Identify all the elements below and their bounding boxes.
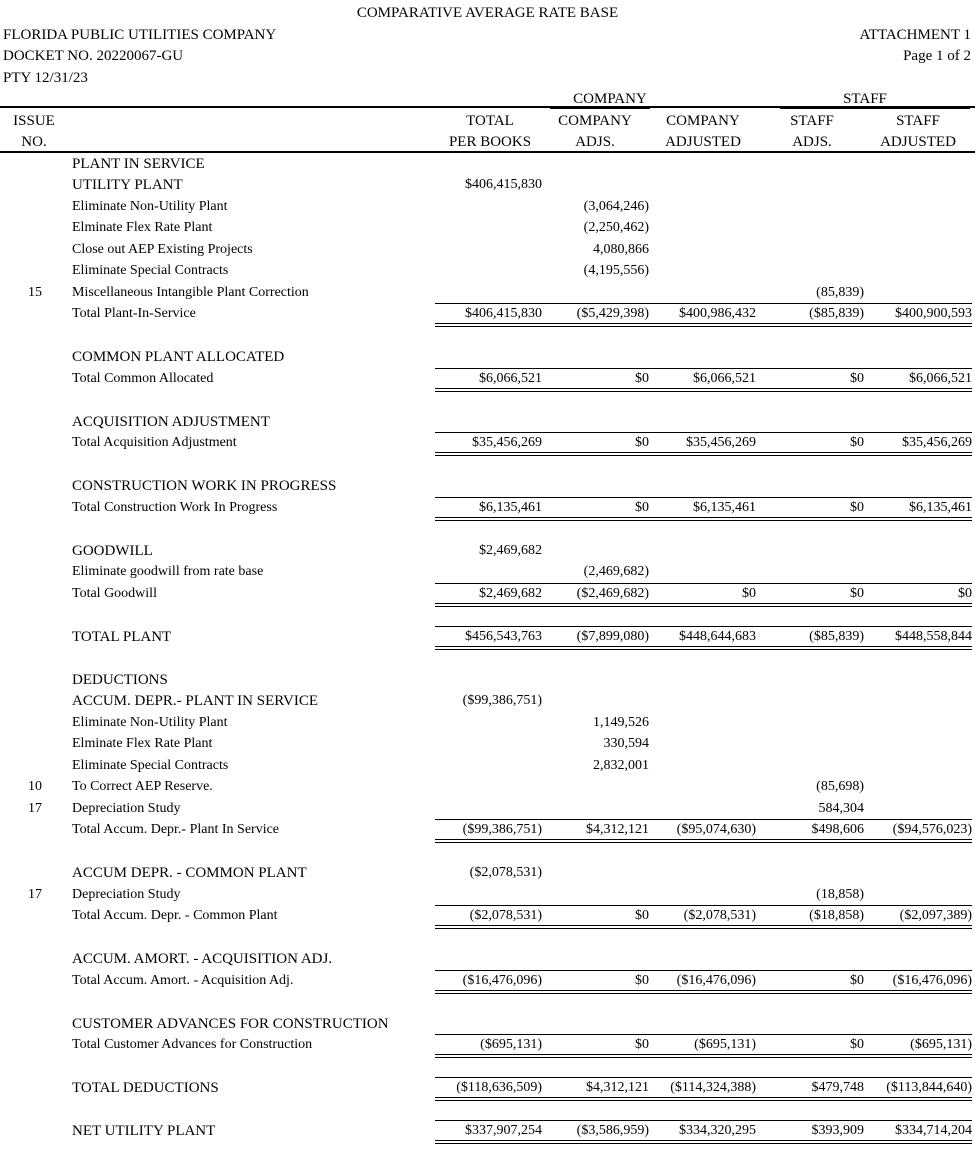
cell-staff-adjusted: $448,558,844 — [895, 629, 972, 644]
total-double-underline — [435, 455, 972, 456]
cell-company-adjs: 4,080,866 — [593, 242, 649, 257]
cell-total-per-books: ($16,476,096) — [462, 973, 542, 988]
col-issue-2: NO. — [21, 134, 47, 150]
subtotal-rule — [435, 583, 972, 584]
total-underline — [435, 925, 972, 926]
cell-staff-adjs: ($85,839) — [809, 306, 864, 321]
cell-staff-adjs: 584,304 — [818, 801, 864, 816]
cell-staff-adjusted: $6,135,461 — [909, 500, 972, 515]
cell-company-adjs: ($5,429,398) — [576, 306, 649, 321]
section-heading: ACQUISITION ADJUSTMENT — [72, 414, 270, 430]
cell-total-per-books: $2,469,682 — [479, 586, 542, 601]
cell-staff-adjs: (85,698) — [816, 779, 864, 794]
cell-company-adjusted: ($2,078,531) — [683, 908, 756, 923]
line-item-label: Miscellaneous Intangible Plant Correction — [72, 285, 309, 300]
total-underline — [435, 323, 972, 324]
cell-company-adjusted: $6,135,461 — [693, 500, 756, 515]
cell-staff-adjusted: $334,714,204 — [895, 1123, 972, 1138]
col-staff-adjs-1: STAFF — [790, 113, 834, 129]
line-item-label: Total Accum. Depr. - Common Plant — [72, 908, 278, 923]
cell-staff-adjs: ($18,858) — [809, 908, 864, 923]
section-heading: ACCUM DEPR. - COMMON PLANT — [72, 865, 307, 881]
line-item-label: Total Construction Work In Progress — [72, 500, 278, 515]
cell-staff-adjs: $0 — [850, 500, 864, 515]
cell-company-adjs: $0 — [635, 973, 649, 988]
cell-staff-adjs: $498,606 — [811, 822, 864, 837]
attachment-label: ATTACHMENT 1 — [859, 27, 971, 43]
cell-staff-adjusted: $35,456,269 — [902, 435, 972, 450]
total-underline — [435, 1097, 972, 1098]
col-company-adjs-1: COMPANY — [558, 113, 632, 129]
cell-company-adjusted: $6,066,521 — [693, 371, 756, 386]
total-double-underline — [435, 842, 972, 843]
cell-total-per-books: $35,456,269 — [472, 435, 542, 450]
report-title: COMPARATIVE AVERAGE RATE BASE — [356, 5, 619, 21]
cell-staff-adjusted: ($695,131) — [910, 1037, 972, 1052]
cell-staff-adjs: $479,748 — [811, 1080, 864, 1095]
staff-group-rule — [780, 108, 970, 109]
section-heading: CONSTRUCTION WORK IN PROGRESS — [72, 478, 337, 494]
cell-total-per-books: ($118,636,509) — [456, 1080, 542, 1095]
cell-staff-adjusted: $6,066,521 — [909, 371, 972, 386]
total-underline — [435, 646, 972, 647]
cell-total-per-books: $2,469,682 — [479, 543, 542, 558]
section-heading: GOODWILL — [72, 543, 153, 559]
cell-staff-adjusted: $400,900,593 — [895, 306, 972, 321]
total-double-underline — [435, 1100, 972, 1101]
issue-number: 15 — [28, 285, 42, 300]
line-item-label: Total Customer Advances for Construction — [72, 1037, 313, 1052]
issue-number: 17 — [28, 801, 42, 816]
cell-company-adjs: 1,149,526 — [593, 715, 649, 730]
cell-total-per-books: $6,066,521 — [479, 371, 542, 386]
cell-company-adjusted: ($695,131) — [694, 1037, 756, 1052]
subtotal-rule — [435, 819, 972, 820]
cell-company-adjusted: $35,456,269 — [686, 435, 756, 450]
cell-company-adjs: ($2,469,682) — [576, 586, 649, 601]
cell-total-per-books: ($99,386,751) — [462, 693, 542, 708]
col-company-adjusted-2: ADJUSTED — [665, 134, 741, 150]
col-total-1: TOTAL — [466, 113, 514, 129]
page-number: Page 1 of 2 — [903, 48, 971, 64]
cell-staff-adjs: (18,858) — [816, 887, 864, 902]
cell-company-adjs: $4,312,121 — [586, 1080, 649, 1095]
line-item-label: Eliminate Special Contracts — [72, 263, 229, 278]
cell-staff-adjusted: ($16,476,096) — [892, 973, 972, 988]
cell-staff-adjs: (85,839) — [816, 285, 864, 300]
cell-total-per-books: $406,415,830 — [465, 177, 542, 192]
cell-staff-adjusted: ($94,576,023) — [892, 822, 972, 837]
test-period: PTY 12/31/23 — [3, 70, 88, 86]
total-underline — [435, 990, 972, 991]
total-underline — [435, 1054, 972, 1055]
total-underline — [435, 839, 972, 840]
issue-number: 17 — [28, 887, 42, 902]
cell-company-adjs: $0 — [635, 908, 649, 923]
line-item-label: Total Accum. Amort. - Acquisition Adj. — [72, 973, 294, 988]
cell-total-per-books: $406,415,830 — [465, 306, 542, 321]
cell-total-per-books: $456,543,763 — [465, 629, 542, 644]
line-item-label: Total Acquisition Adjustment — [72, 435, 237, 450]
subtotal-rule — [435, 626, 972, 627]
total-underline — [435, 517, 972, 518]
issue-number: 10 — [28, 779, 42, 794]
line-item-label: Eliminate Non-Utility Plant — [72, 715, 228, 730]
cell-company-adjusted: $448,644,683 — [679, 629, 756, 644]
line-item-label: Depreciation Study — [72, 801, 181, 816]
cell-company-adjusted: ($114,324,388) — [670, 1080, 756, 1095]
cell-total-per-books: $337,907,254 — [465, 1123, 542, 1138]
section-heading: UTILITY PLANT — [72, 177, 183, 193]
company-group-rule — [550, 108, 650, 109]
section-heading: CUSTOMER ADVANCES FOR CONSTRUCTION — [72, 1016, 389, 1032]
cell-company-adjusted: ($16,476,096) — [676, 973, 756, 988]
cell-company-adjusted: $334,320,295 — [679, 1123, 756, 1138]
cell-company-adjs: $0 — [635, 1037, 649, 1052]
col-staff-adjusted-2: ADJUSTED — [880, 134, 956, 150]
cell-company-adjs: $0 — [635, 435, 649, 450]
total-double-underline — [435, 391, 972, 392]
group-header-company: COMPANY — [573, 91, 647, 107]
total-underline — [435, 603, 972, 604]
section-heading: COMMON PLANT ALLOCATED — [72, 349, 285, 365]
total-double-underline — [435, 993, 972, 994]
col-company-adjs-2: ADJS. — [575, 134, 615, 150]
total-double-underline — [435, 928, 972, 929]
section-heading: ACCUM. DEPR.- PLANT IN SERVICE — [72, 693, 319, 709]
line-item-label: Depreciation Study — [72, 887, 181, 902]
subtotal-rule — [435, 1034, 972, 1035]
col-total-2: PER BOOKS — [448, 134, 532, 150]
cell-total-per-books: ($695,131) — [480, 1037, 542, 1052]
total-underline — [435, 452, 972, 453]
group-header-staff: STAFF — [843, 91, 887, 107]
cell-company-adjs: ($3,586,959) — [576, 1123, 649, 1138]
cell-company-adjs: (4,195,556) — [583, 263, 649, 278]
total-underline — [435, 1140, 972, 1141]
cell-company-adjs: $0 — [635, 500, 649, 515]
col-company-adjusted-1: COMPANY — [666, 113, 740, 129]
company-name: FLORIDA PUBLIC UTILITIES COMPANY — [3, 27, 277, 43]
header-bottom-rule — [0, 151, 975, 153]
line-item-label: Close out AEP Existing Projects — [72, 242, 253, 257]
subtotal-rule — [435, 497, 972, 498]
section-heading: DEDUCTIONS — [72, 672, 168, 688]
line-item-label: Total Common Allocated — [72, 371, 214, 386]
cell-staff-adjs: ($85,839) — [809, 629, 864, 644]
cell-staff-adjs: $0 — [850, 435, 864, 450]
col-issue-1: ISSUE — [13, 113, 55, 129]
col-staff-adjusted-1: STAFF — [896, 113, 940, 129]
col-staff-adjs-2: ADJS. — [792, 134, 832, 150]
line-item-label: Eliminate Special Contracts — [72, 758, 229, 773]
cell-company-adjusted: ($95,074,630) — [676, 822, 756, 837]
line-item-label: Elminate Flex Rate Plant — [72, 736, 213, 751]
docket-number: DOCKET NO. 20220067-GU — [3, 48, 184, 64]
subtotal-rule — [435, 368, 972, 369]
subtotal-rule — [435, 303, 972, 304]
line-item-label: Eliminate Non-Utility Plant — [72, 199, 228, 214]
cell-staff-adjs: $0 — [850, 973, 864, 988]
line-item-label: Total Plant-In-Service — [72, 306, 196, 321]
cell-company-adjs: $0 — [635, 371, 649, 386]
line-item-label: To Correct AEP Reserve. — [72, 779, 213, 794]
subtotal-rule — [435, 432, 972, 433]
line-item-label: Eliminate goodwill from rate base — [72, 564, 264, 579]
cell-staff-adjusted: ($2,097,389) — [899, 908, 972, 923]
cell-total-per-books: ($99,386,751) — [462, 822, 542, 837]
subtotal-rule — [435, 905, 972, 906]
total-double-underline — [435, 1057, 972, 1058]
cell-company-adjusted: $0 — [742, 586, 756, 601]
cell-company-adjusted: $400,986,432 — [679, 306, 756, 321]
subtotal-rule — [435, 1077, 972, 1078]
section-heading: NET UTILITY PLANT — [72, 1123, 216, 1139]
cell-company-adjs: (2,250,462) — [583, 220, 649, 235]
section-heading: TOTAL PLANT — [72, 629, 172, 645]
total-underline — [435, 388, 972, 389]
subtotal-rule — [435, 1120, 972, 1121]
cell-company-adjs: 330,594 — [603, 736, 649, 751]
cell-company-adjs: (2,469,682) — [583, 564, 649, 579]
cell-staff-adjusted: $0 — [958, 586, 972, 601]
total-double-underline — [435, 649, 972, 650]
cell-total-per-books: ($2,078,531) — [469, 908, 542, 923]
cell-staff-adjs: $0 — [850, 1037, 864, 1052]
cell-company-adjs: (3,064,246) — [583, 199, 649, 214]
cell-company-adjs: 2,832,001 — [593, 758, 649, 773]
line-item-label: Total Goodwill — [72, 586, 157, 601]
total-double-underline — [435, 606, 972, 607]
cell-total-per-books: $6,135,461 — [479, 500, 542, 515]
cell-staff-adjs: $0 — [850, 371, 864, 386]
section-heading: ACCUM. AMORT. - ACQUISITION ADJ. — [72, 951, 333, 967]
line-item-label: Elminate Flex Rate Plant — [72, 220, 213, 235]
total-double-underline — [435, 326, 972, 327]
cell-company-adjs: $4,312,121 — [586, 822, 649, 837]
total-double-underline — [435, 1143, 972, 1144]
line-item-label: Total Accum. Depr.- Plant In Service — [72, 822, 280, 837]
total-double-underline — [435, 520, 972, 521]
cell-staff-adjs: $393,909 — [811, 1123, 864, 1138]
cell-staff-adjusted: ($113,844,640) — [886, 1080, 972, 1095]
cell-total-per-books: ($2,078,531) — [469, 865, 542, 880]
section-heading: PLANT IN SERVICE — [72, 156, 205, 172]
cell-staff-adjs: $0 — [850, 586, 864, 601]
subtotal-rule — [435, 970, 972, 971]
section-heading: TOTAL DEDUCTIONS — [72, 1080, 219, 1096]
cell-company-adjs: ($7,899,080) — [576, 629, 649, 644]
